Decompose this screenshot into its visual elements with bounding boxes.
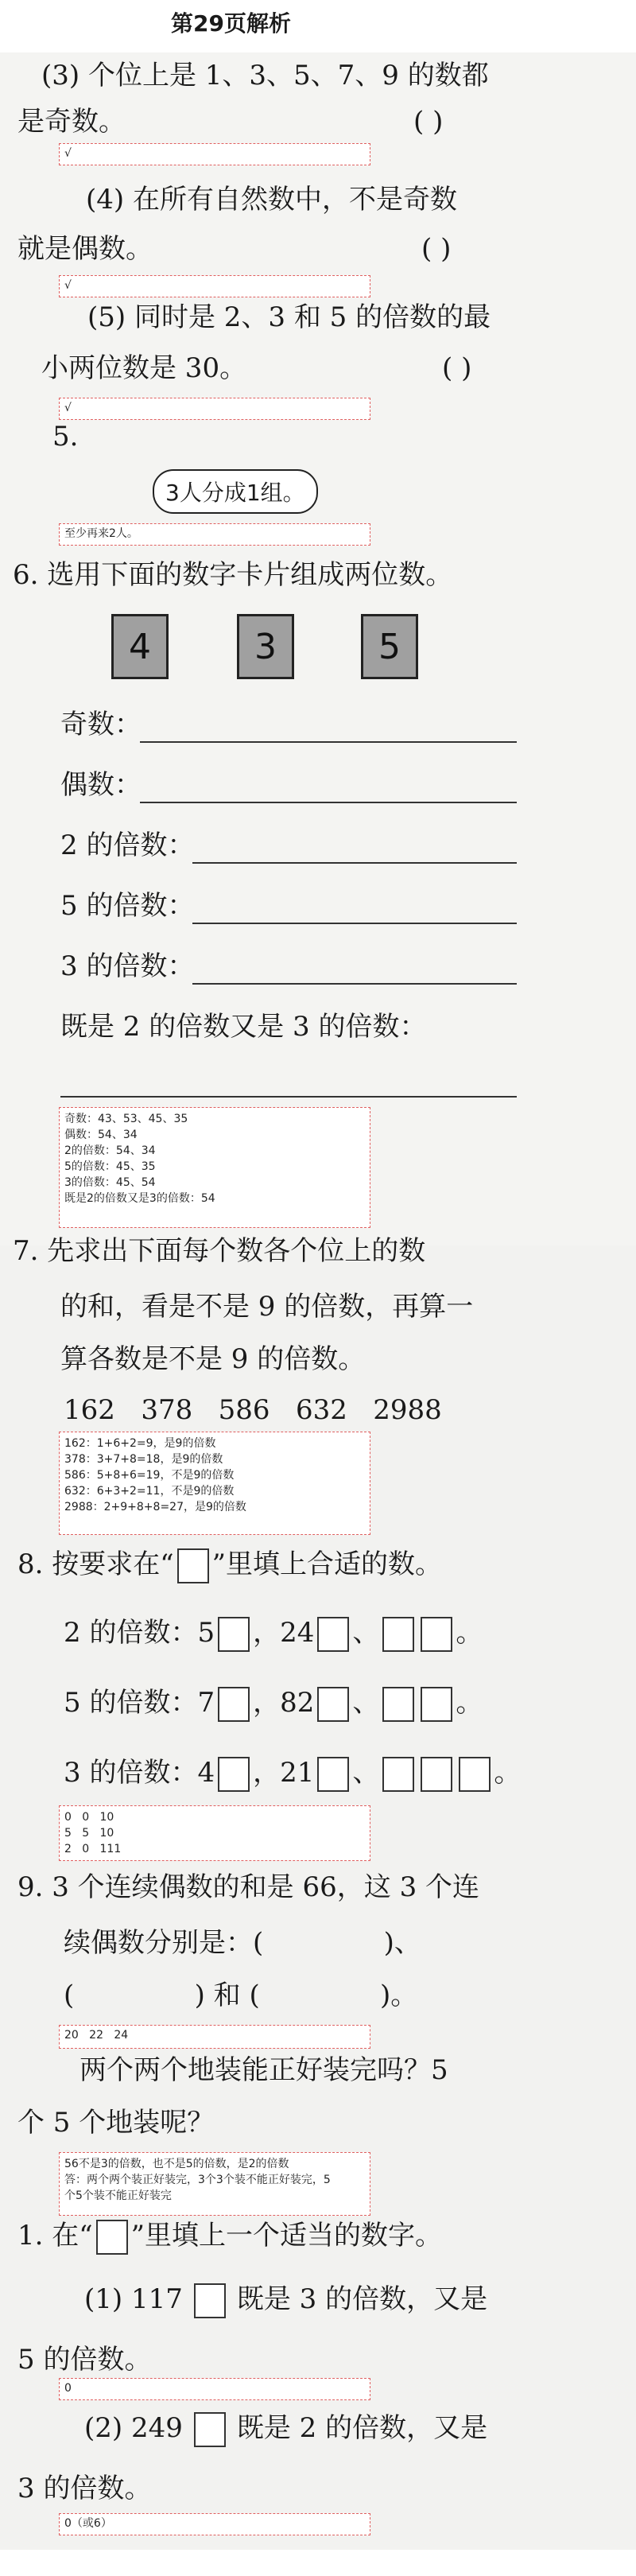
- p11-a-suffix: 既是 3 的倍数，又是: [236, 2283, 488, 2315]
- q4-answer: √: [59, 275, 370, 297]
- p11-b-answer: 0（或6）: [59, 2513, 370, 2535]
- p8-row3-b: ，21: [253, 1757, 315, 1789]
- p8-row2-end: 。: [456, 1687, 483, 1719]
- p8-row3-sep: 、: [352, 1757, 380, 1789]
- p11-stem: [17, 2217, 442, 2255]
- p8-row1-end: 。: [456, 1617, 483, 1649]
- p8-row3-box3[interactable]: [382, 1757, 414, 1792]
- p8-row3-box1[interactable]: [218, 1757, 250, 1792]
- p6-blank-even: [140, 802, 517, 803]
- p8-answer: 0 0 10 5 5 10 2 0 111: [59, 1805, 370, 1861]
- p11-a-line2: 5 的倍数。: [17, 2344, 152, 2376]
- p8-row1-a: 2 的倍数：5: [64, 1617, 215, 1649]
- digit-card-2: 3: [237, 614, 294, 679]
- q5-paren: ( ): [442, 352, 472, 384]
- p8-stem-b: ”里填上合适的数。: [211, 1548, 443, 1580]
- p9-answer: 20 22 24: [59, 2025, 370, 2049]
- p8-row2-box3[interactable]: [382, 1687, 414, 1722]
- p10-line1: 两个两个地装能正好装完吗？5: [80, 2054, 448, 2086]
- p11-stem-box: [96, 2220, 128, 2255]
- p7-answer: 162：1+6+2=9，是9的倍数 378：3+7+8=18，是9的倍数 586：5+8+6=19，不是9的倍数 632：6+3+2=11，不是9的倍数 2988：2+9+8+8=27，是9的倍数: [59, 1432, 370, 1535]
- p8-row1-box4[interactable]: [421, 1617, 452, 1652]
- p6-blank-mult5: [192, 923, 517, 924]
- p7-numbers: 162 378 586 632 2988: [64, 1394, 442, 1426]
- p8-row3-box5[interactable]: [459, 1757, 491, 1792]
- p8-row2-box1[interactable]: [218, 1687, 250, 1722]
- q3-answer: √: [59, 143, 370, 165]
- p11-a-prefix: (1) 117: [84, 2283, 183, 2315]
- p11-a-line1: [84, 2281, 487, 2319]
- p10-answer: 56不是3的倍数，也不是5的倍数，是2的倍数 答：两个两个装正好装完，3个3个装不能正好装完，5 个5个装不能正好装完: [59, 2152, 370, 2216]
- p8-row1-box1[interactable]: [218, 1617, 250, 1652]
- p7-line3: 算各数是不是 9 的倍数。: [60, 1343, 366, 1375]
- q4-paren: ( ): [421, 233, 452, 265]
- p8-row1-box2[interactable]: [317, 1617, 349, 1652]
- q4-line1: (4) 在所有自然数中，不是奇数: [86, 184, 457, 216]
- p6-label-odd: 奇数：: [60, 709, 142, 740]
- p11-stem-a: 1. 在“: [17, 2220, 93, 2252]
- p8-row2-box4[interactable]: [421, 1687, 452, 1722]
- p6-label-even: 偶数：: [60, 769, 142, 801]
- p11-b-line2: 3 的倍数。: [17, 2473, 152, 2504]
- p8-stem-a: 8. 按要求在“: [17, 1548, 174, 1580]
- p6-label-mult5: 5 的倍数：: [60, 890, 195, 922]
- p8-row2: [64, 1684, 483, 1723]
- p6-blank-mult3: [192, 983, 517, 985]
- p5-answer: 至少再来2人。: [59, 523, 370, 546]
- p10-line2: 个 5 个地装呢？: [17, 2107, 215, 2139]
- q3-line1: (3) 个位上是 1、3、5、7、9 的数都: [41, 60, 489, 91]
- p11-stem-b: ”里填上一个适当的数字。: [130, 2220, 443, 2252]
- p8-row2-box2[interactable]: [317, 1687, 349, 1722]
- p11-a-answer: 0: [59, 2378, 370, 2400]
- p8-row3: [64, 1754, 521, 1793]
- p9-line1: 9. 3 个连续偶数的和是 66，这 3 个连: [17, 1871, 480, 1903]
- p5-speech-bubble: 3人分成1组。: [153, 469, 318, 514]
- p9-line3: ( ) 和 ( )。: [64, 1980, 418, 2011]
- p8-stem-box: [177, 1548, 209, 1583]
- p8-row1-box3[interactable]: [382, 1617, 414, 1652]
- p6-stem: 6. 选用下面的数字卡片组成两位数。: [13, 559, 453, 591]
- p8-row3-box2[interactable]: [317, 1757, 349, 1792]
- p8-row2-a: 5 的倍数：7: [64, 1687, 215, 1719]
- q5-answer: √: [59, 398, 370, 420]
- q5-line1: (5) 同时是 2、3 和 5 的倍数的最: [87, 301, 491, 333]
- p5-number: 5.: [52, 421, 79, 453]
- p6-label-mult2: 2 的倍数：: [60, 830, 195, 861]
- p6-blank-mult2and3: [60, 1096, 517, 1098]
- p8-row1-sep: 、: [352, 1617, 380, 1649]
- p8-row1: [64, 1614, 483, 1653]
- p6-answer: 奇数：43、53、45、35 偶数：54、34 2的倍数：54、34 5的倍数：45、35 3的倍数：45、54 既是2的倍数又是3的倍数：54: [59, 1107, 370, 1228]
- p8-row3-box4[interactable]: [421, 1757, 452, 1792]
- digit-card-1: 4: [111, 614, 169, 679]
- p8-row3-end: 。: [494, 1757, 522, 1789]
- p6-label-mult2and3: 既是 2 的倍数又是 3 的倍数：: [60, 1011, 427, 1043]
- p6-blank-odd: [140, 741, 517, 743]
- p8-row3-a: 3 的倍数：4: [64, 1757, 215, 1789]
- q5-line2: 小两位数是 30。: [41, 352, 247, 384]
- q3-paren: ( ): [413, 106, 444, 138]
- digit-card-3: 5: [361, 614, 418, 679]
- p8-row2-sep: 、: [352, 1687, 380, 1719]
- p11-b-prefix: (2) 249: [84, 2412, 183, 2444]
- p11-b-box[interactable]: [194, 2412, 226, 2447]
- q4-line2: 就是偶数。: [17, 233, 153, 265]
- p6-label-mult3: 3 的倍数：: [60, 950, 195, 982]
- q3-line2: 是奇数。: [17, 106, 126, 138]
- p8-row1-b: ，24: [253, 1617, 315, 1649]
- p7-line2: 的和，看是不是 9 的倍数，再算一: [60, 1291, 474, 1323]
- p8-stem: [17, 1546, 442, 1584]
- p11-a-box[interactable]: [194, 2283, 226, 2318]
- page-title: 第29页解析: [171, 10, 291, 37]
- p7-line1: 7. 先求出下面每个数各个位上的数: [13, 1235, 426, 1267]
- p11-b-line1: [84, 2410, 487, 2448]
- p8-row2-b: ，82: [253, 1687, 315, 1719]
- p9-line2: 续偶数分别是：( )、: [64, 1927, 421, 1959]
- p11-b-suffix: 既是 2 的倍数，又是: [236, 2412, 488, 2444]
- p6-blank-mult2: [192, 862, 517, 864]
